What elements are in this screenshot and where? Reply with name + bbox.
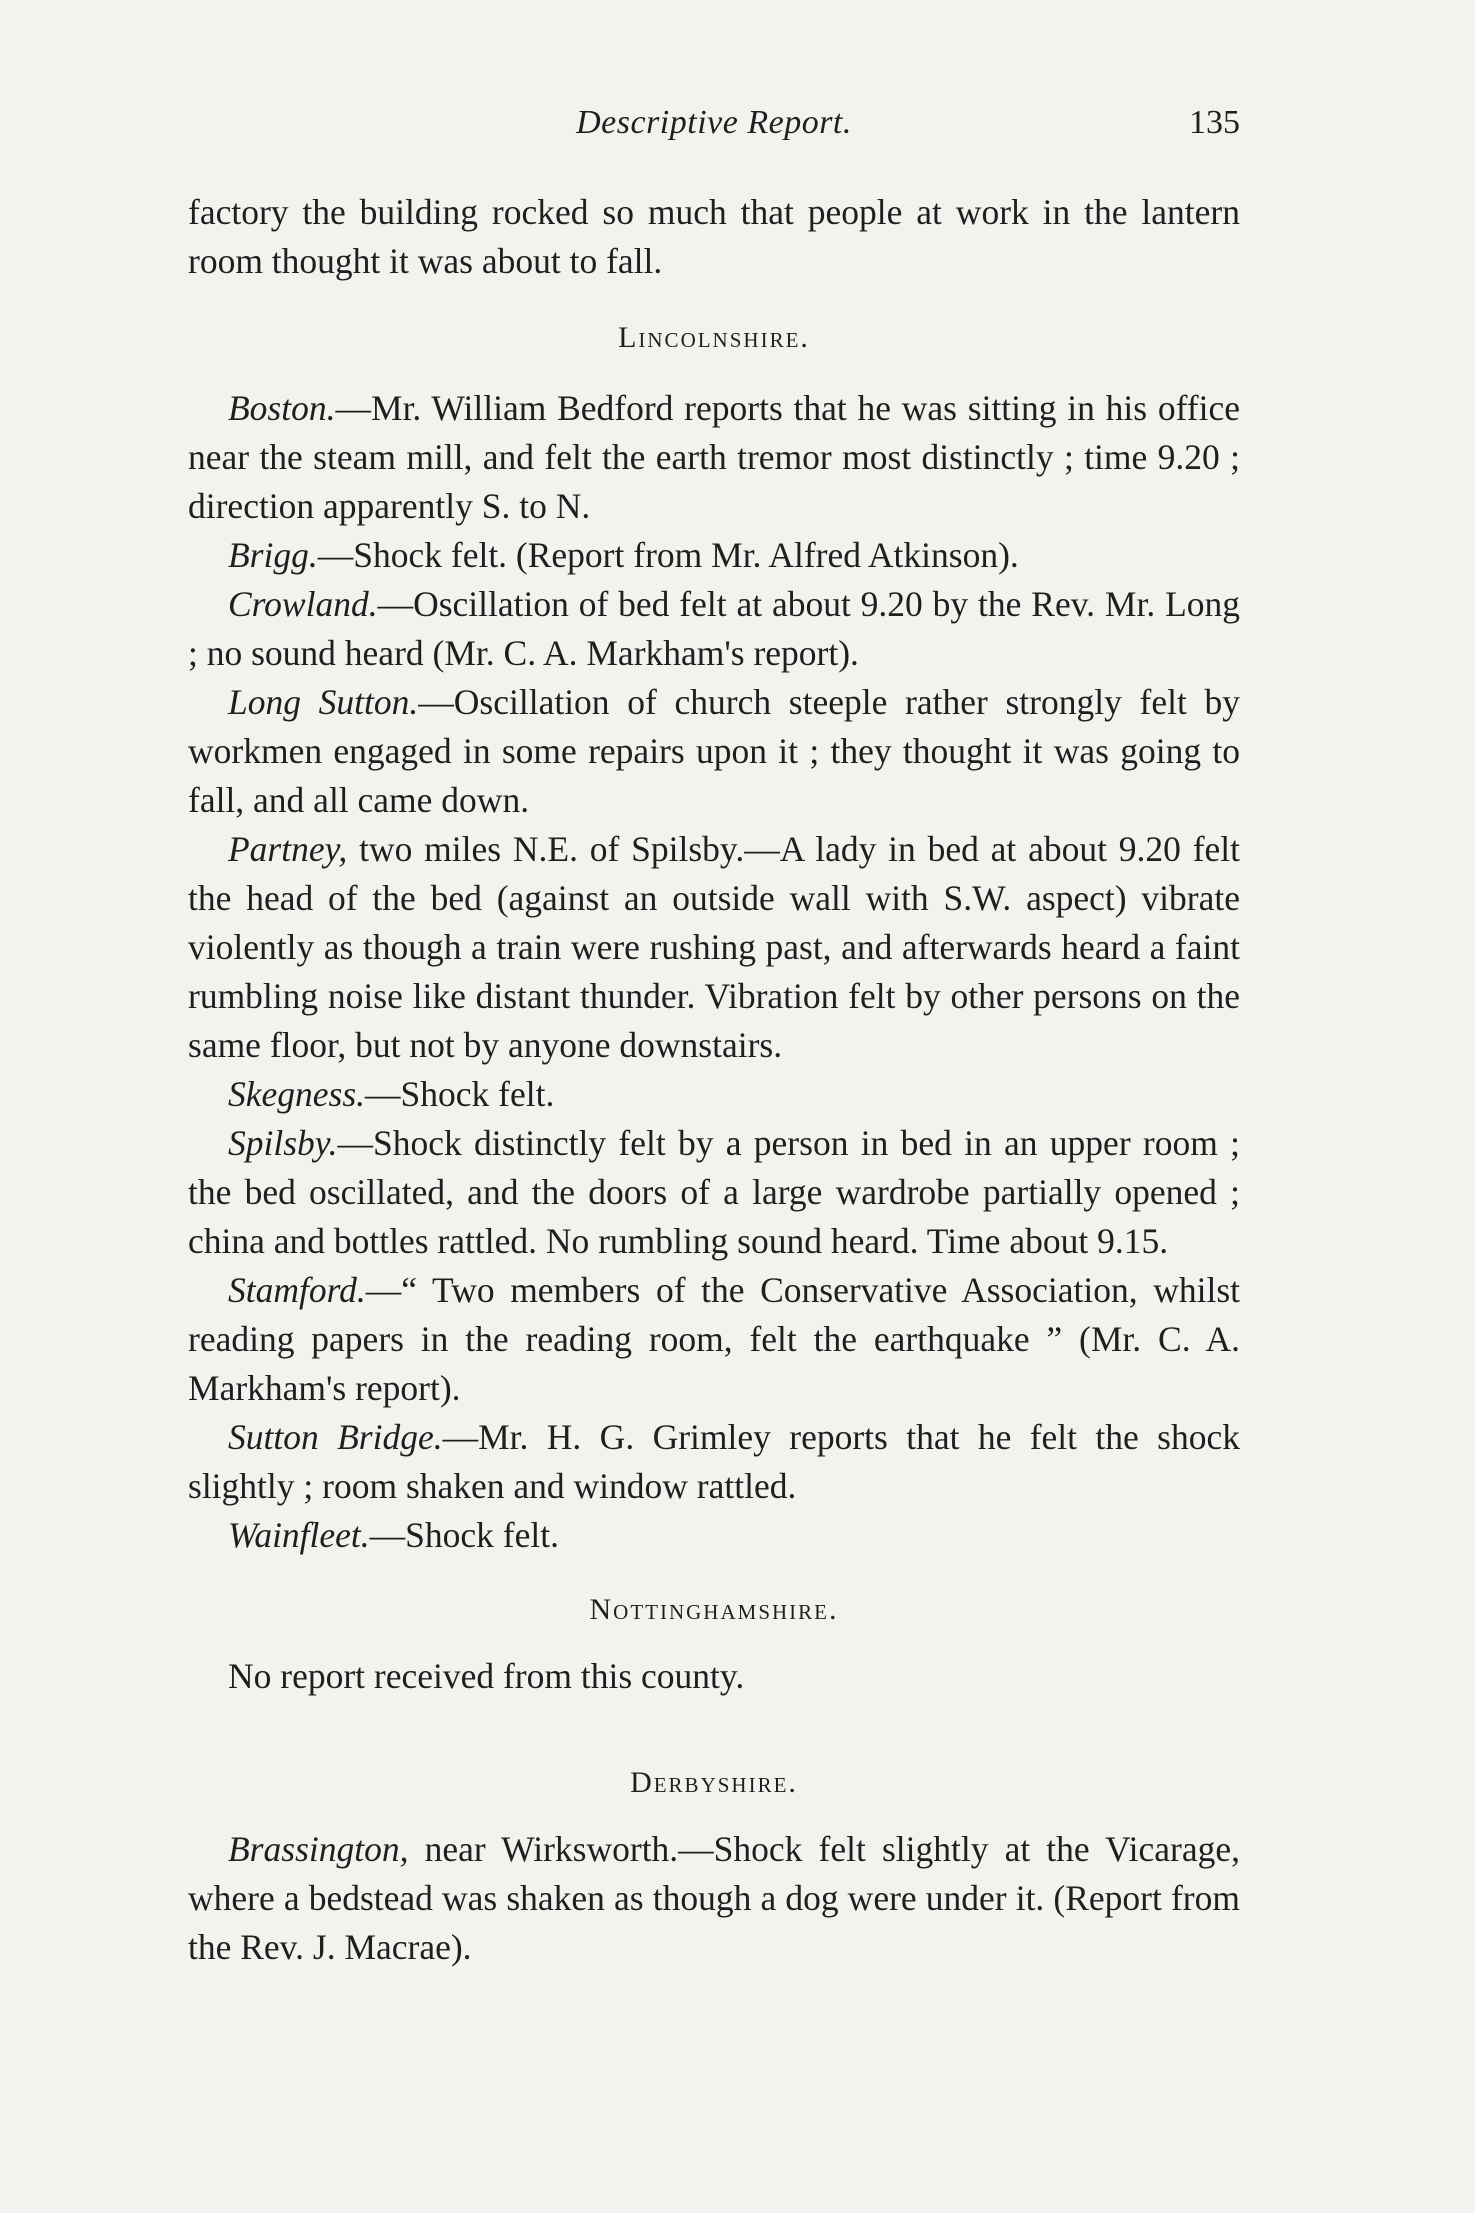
entry-wainfleet <box>188 1511 1240 1560</box>
entry-text: —Shock felt. <box>365 1074 555 1114</box>
place-name: Stamford. <box>228 1270 366 1310</box>
body-text <box>188 188 1240 1972</box>
place-name: Brassington, <box>228 1829 409 1869</box>
place-name: Boston. <box>228 388 336 428</box>
entry-text: —Shock distinctly felt by a person in bed in an upper room ; the bed oscillated, and the doors of a large wardrobe partially opened ; china and bottles rattled. No rumbling sound heard. Time about 9.15. <box>188 1123 1240 1261</box>
place-name: Sutton Bridge. <box>228 1417 443 1457</box>
entry-text: two miles N.E. of Spilsby.—A lady in bed at about 9.20 felt the head of the bed (against an outside wall with S.W. aspect) vibrate violently as though a train were rushing past, and afterwards heard a faint rumbling noise like distant thunder. Vibration felt by other persons on the same floor, but not by anyone downstairs. <box>188 829 1240 1065</box>
entry-long-sutton <box>188 678 1240 825</box>
place-name: Wainfleet. <box>228 1515 370 1555</box>
entry-text: near Wirksworth.—Shock felt slightly at the Vicarage, where a bedstead was shaken as though a dog were under it. (Report from the Rev. J. Macrae). <box>188 1829 1240 1967</box>
opening-paragraph: factory the building rocked so much that people at work in the lantern room thought it was about to fall. <box>188 192 1240 281</box>
entry-skegness <box>188 1070 1240 1119</box>
entry-text: —Shock felt. <box>369 1515 559 1555</box>
place-name: Long Sutton. <box>228 682 419 722</box>
entry-text: —Oscillation of bed felt at about 9.20 by the Rev. Mr. Long ; no sound heard (Mr. C. A. Markham's report). <box>188 584 1240 673</box>
entry-text: —Oscillation of church steeple rather strongly felt by workmen engaged in some repairs upon it ; they thought it was going to fall, and all came down. <box>188 682 1240 820</box>
section-heading-lincolnshire: Lincolnshire. <box>618 321 810 354</box>
entry-brassington <box>188 1825 1240 1972</box>
place-name: Crowland. <box>228 584 378 624</box>
entry-brigg <box>188 531 1240 580</box>
entry-crowland <box>188 580 1240 678</box>
entry-sutton-bridge <box>188 1413 1240 1511</box>
running-head <box>188 104 1240 154</box>
place-name: Brigg. <box>228 535 318 575</box>
place-name: Partney, <box>228 829 348 869</box>
section-heading-derbyshire: Derbyshire. <box>630 1766 798 1799</box>
entry-text: —Shock felt. (Report from Mr. Alfred Atkinson). <box>317 535 1019 575</box>
entry-text: —Mr. William Bedford reports that he was sitting in his office near the steam mill, and felt the earth tremor most distinctly ; time 9.20 ; direction apparently S. to N. <box>188 388 1240 526</box>
entry-partney <box>188 825 1240 1070</box>
entry-text: —“ Two members of the Conservative Association, whilst reading papers in the reading room, felt the earthquake ” (Mr. C. A. Markham's report). <box>188 1270 1240 1408</box>
entry-stamford <box>188 1266 1240 1413</box>
entry-boston <box>188 384 1240 531</box>
place-name: Spilsby. <box>228 1123 338 1163</box>
page-number: 135 <box>1189 104 1240 141</box>
running-title: Descriptive Report. <box>576 104 852 141</box>
section-heading-nottinghamshire: Nottinghamshire. <box>589 1593 839 1626</box>
entry-spilsby <box>188 1119 1240 1266</box>
entry-no-report: No report received from this county. <box>228 1656 745 1696</box>
entry-text: —Mr. H. G. Grimley reports that he felt the shock slightly ; room shaken and window rattled. <box>188 1417 1240 1506</box>
place-name: Skegness. <box>228 1074 366 1114</box>
